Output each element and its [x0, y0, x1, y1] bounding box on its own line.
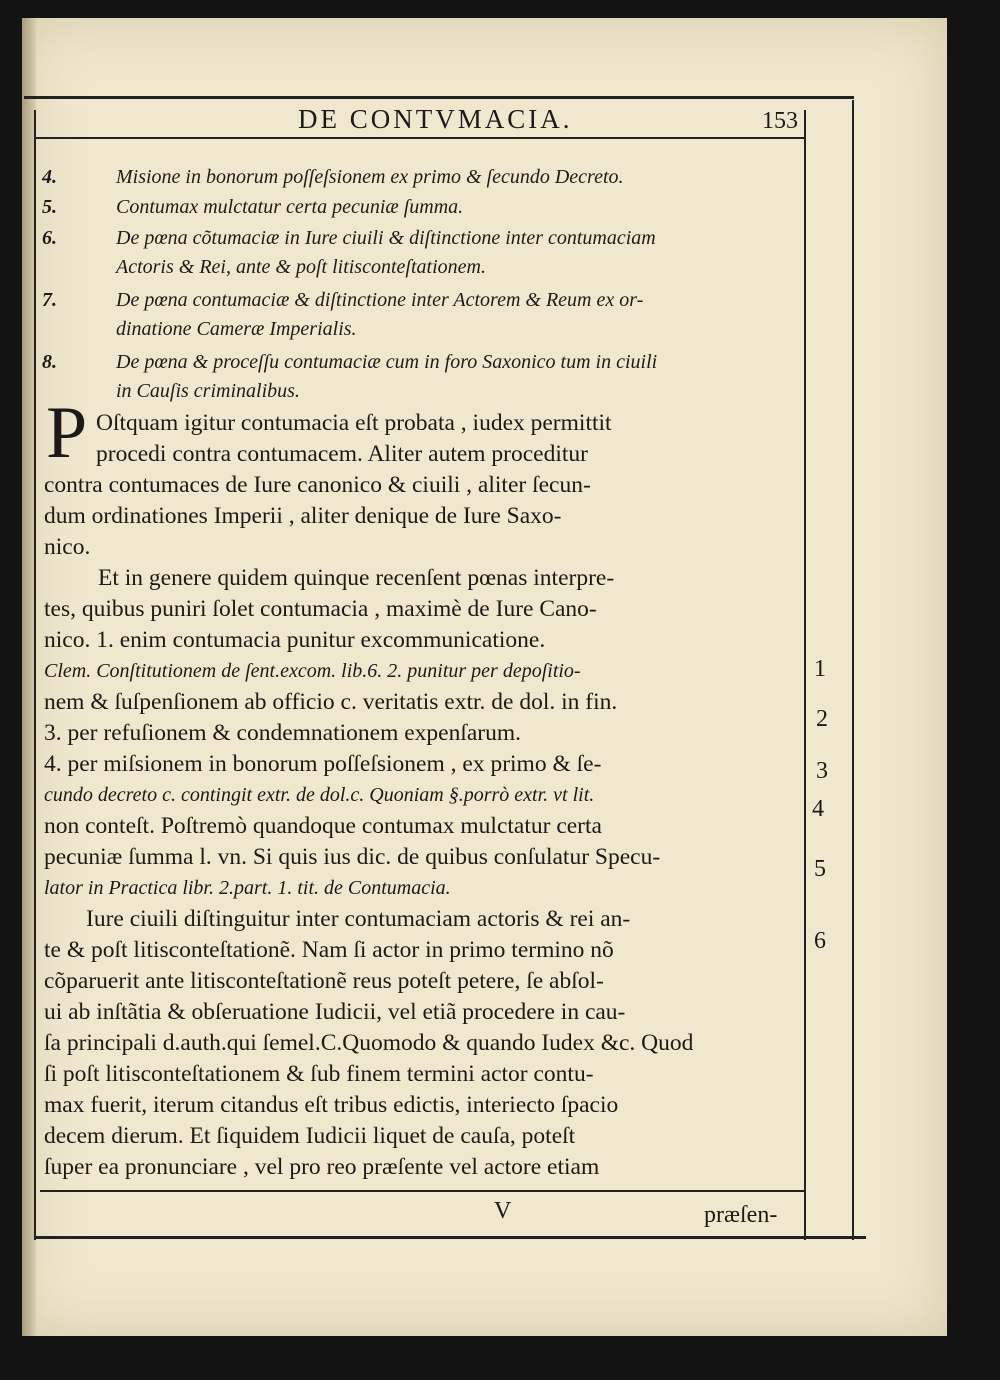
- frame-outer-line: [852, 100, 854, 1240]
- summary-text: De pœna cõtumaciæ in Iure ciuili & diſtinctione inter contumaciam: [116, 227, 656, 249]
- summary-text: Misione in bonorum poſſeſsionem ex primo & ſecundo Decreto.: [116, 166, 624, 188]
- text-line: Oſtquam igitur contumacia eſt probata , iudex permittit: [96, 410, 612, 436]
- text-line: max fuerit, iterum citandus eſt tribus edictis, interiecto ſpacio: [44, 1092, 619, 1118]
- text-line: lator in Practica libr. 2.part. 1. tit. de Contumacia.: [44, 877, 451, 899]
- summary-number: 7.: [42, 289, 57, 311]
- margin-number: 5: [814, 856, 826, 882]
- text-line: tes, quibus puniri ſolet contumacia , maximè de Iure Cano-: [44, 596, 597, 622]
- summary-text: De pœna contumaciæ & diſtinctione inter Actorem & Reum ex or-: [116, 289, 644, 311]
- summary-text: dinatione Cameræ Imperialis.: [116, 318, 357, 340]
- running-title: DE CONTVMACIA.: [298, 104, 573, 134]
- text-line: nico.: [44, 534, 91, 560]
- text-line: procedi contra contumacem. Aliter autem proceditur: [96, 441, 588, 467]
- margin-number: 3: [816, 758, 828, 784]
- page-number: 153: [762, 108, 798, 134]
- signature-mark: V: [494, 1198, 512, 1224]
- margin-number: 2: [816, 706, 828, 732]
- text-line: non conteſt. Poſtremò quandoque contumax mulctatur certa: [44, 813, 602, 839]
- footer-rule: [40, 1190, 806, 1192]
- text-line: 4. per miſsionem in bonorum poſſeſsionem , ex primo & ſe-: [44, 751, 602, 777]
- margin-number: 4: [812, 796, 824, 822]
- text-line: ſuper ea pronunciare , vel pro reo præſente vel actore etiam: [44, 1154, 600, 1180]
- text-line: Et in genere quidem quinque recenſent pœnas interpre-: [98, 565, 615, 591]
- text-line: cõparuerit ante litisconteſtationẽ reus poteſt petere, ſe abſol-: [44, 968, 604, 994]
- text-line: Clem. Conſtitutionem de ſent.excom. lib.6. 2. punitur per depoſitio-: [44, 660, 581, 682]
- summary-item: [42, 225, 802, 281]
- summary-text: Contumax mulctatur certa pecuniæ ſumma.: [116, 196, 464, 218]
- text-line: pecuniæ ſumma l. vn. Si quis ius dic. de quibus conſulatur Specu-: [44, 844, 661, 870]
- drop-cap: P: [46, 392, 88, 474]
- summary-number: 4.: [42, 166, 57, 188]
- summary-text: in Cauſis criminalibus.: [116, 380, 300, 402]
- margin-number: 6: [814, 928, 826, 954]
- footer-rule-lower: [36, 1236, 866, 1239]
- summary-number: 5.: [42, 196, 57, 218]
- summary-text: De pœna & proceſſu contumaciæ cum in foro Saxonico tum in ciuili: [116, 351, 658, 373]
- text-line: Iure ciuili diſtinguitur inter contumaciam actoris & rei an-: [86, 906, 631, 932]
- text-line: 3. per refuſionem & condemnationem expenſarum.: [44, 720, 522, 746]
- frame-right-line: [804, 110, 806, 1240]
- text-line: contra contumaces de Iure canonico & ciuili , aliter ſecun-: [44, 472, 591, 498]
- body-text: [44, 408, 790, 1188]
- summary-item: [42, 164, 802, 190]
- text-line: ſa principali d.auth.qui ſemel.C.Quomodo & quando Iudex &c. Quod: [44, 1030, 694, 1056]
- summary-item: [42, 349, 802, 405]
- text-line: ſi poſt litisconteſtationem & ſub finem termini actor contu-: [44, 1061, 594, 1087]
- text-line: cundo decreto c. contingit extr. de dol.c. Quoniam §.porrò extr. vt lit.: [44, 784, 595, 806]
- summary-text: Actoris & Rei, ante & poſt litisconteſtationem.: [116, 256, 486, 278]
- summary-item: [42, 194, 802, 220]
- frame-left-line: [34, 110, 36, 1240]
- margin-number: 1: [814, 656, 826, 682]
- catchword: præſen-: [704, 1202, 778, 1228]
- running-header: [36, 98, 806, 138]
- text-line: ui ab inſtãtia & obſeruatione Iudicii, vel etiã procedere in cau-: [44, 999, 626, 1025]
- summary-item: [42, 287, 802, 343]
- summary-number: 6.: [42, 227, 57, 249]
- summary-number: 8.: [42, 351, 57, 373]
- text-line: dum ordinationes Imperii , aliter denique de Iure Saxo-: [44, 503, 562, 529]
- text-line: nem & ſuſpenſionem ab officio c. veritatis extr. de dol. in fin.: [44, 689, 618, 715]
- text-line: decem dierum. Et ſiquidem Iudicii liquet de cauſa, poteſt: [44, 1123, 576, 1149]
- text-line: te & poſt litisconteſtationẽ. Nam ſi actor in primo termino nõ: [44, 937, 614, 963]
- text-line: nico. 1. enim contumacia punitur excommunicatione.: [44, 627, 546, 653]
